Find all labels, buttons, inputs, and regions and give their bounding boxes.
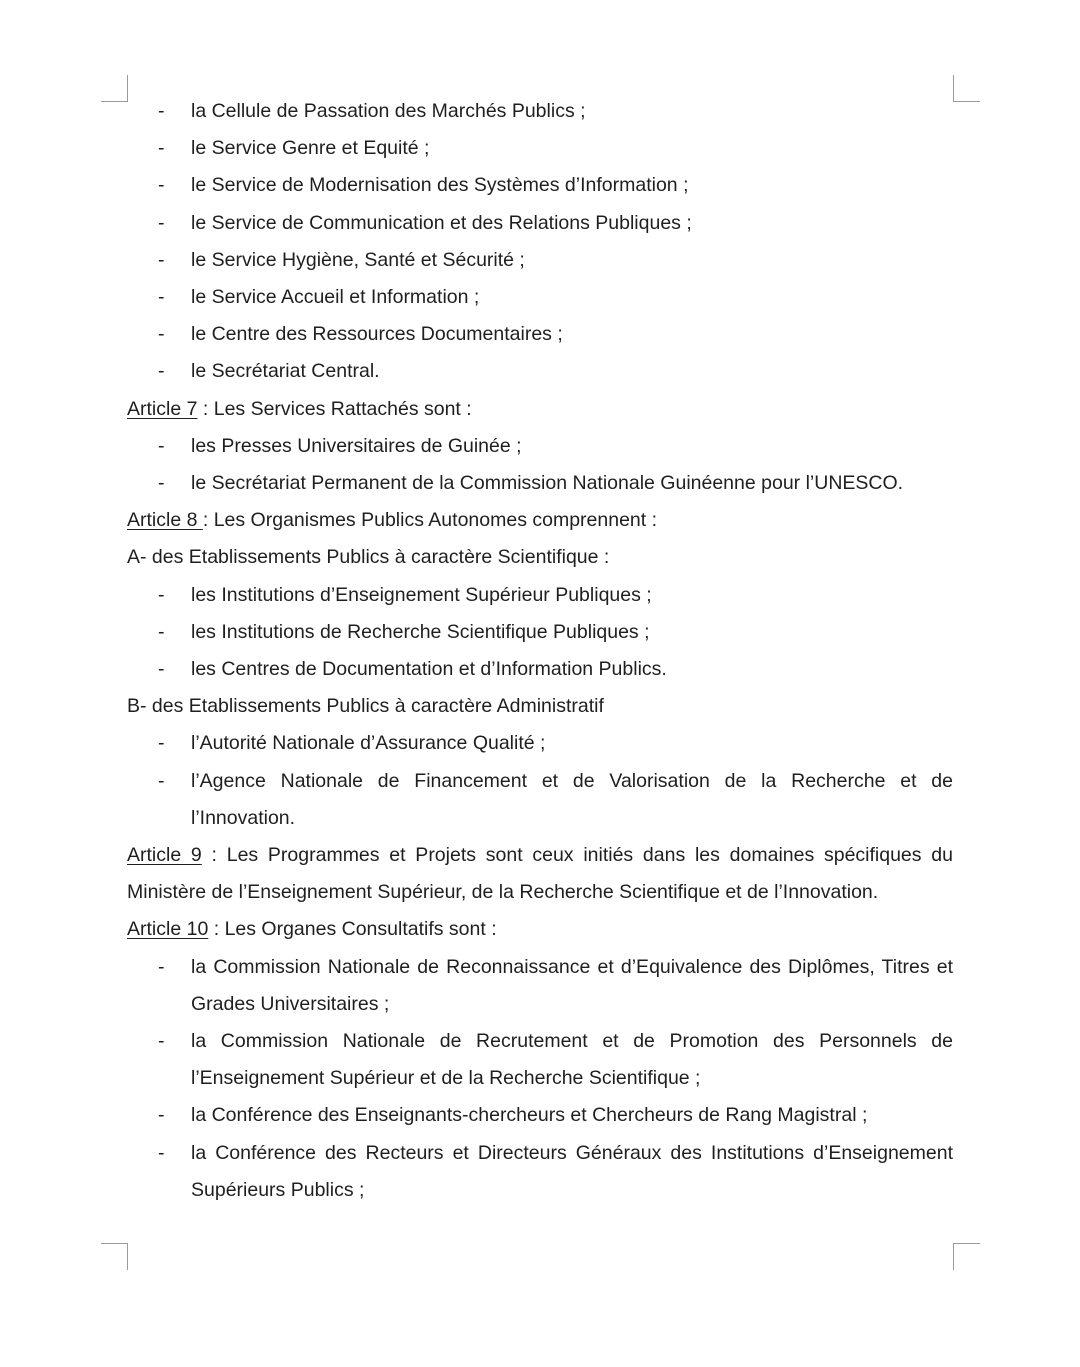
article-9-paragraph — [127, 837, 953, 911]
article-8-separator: : — [202, 509, 214, 532]
list-item-text: la Commission Nationale de Recrutement et de Promotion des Personnels de l’Enseignement Supérieur et de la Recherche Scientifique ; — [191, 1030, 953, 1090]
list-item-text: la Cellule de Passation des Marchés Publics ; — [191, 100, 586, 122]
list-item — [127, 614, 953, 651]
section-a-letter: A — [127, 546, 141, 569]
list-item-text: le Service de Modernisation des Systèmes d’Information ; — [191, 174, 689, 197]
list-dash: - — [158, 1030, 165, 1053]
list-item — [127, 353, 953, 390]
article-8-text: Les Organismes Publics Autonomes comprennent : — [213, 509, 658, 532]
list-item — [127, 93, 953, 130]
list-item — [127, 949, 953, 1023]
list-item-text: le Service Genre et Equité ; — [191, 137, 430, 160]
list-item — [127, 465, 953, 502]
list-dash: - — [158, 769, 165, 792]
article-7-label: Article 7 — [127, 397, 198, 420]
list-dash: - — [158, 248, 165, 271]
section-b-text: - des Etablissements Publics à caractère Administratif — [140, 695, 604, 718]
list-dash: - — [158, 174, 165, 197]
list-dash: - — [158, 583, 165, 606]
article-10-separator: : — [208, 918, 225, 941]
list-item — [127, 167, 953, 204]
list-item-text: les Institutions d’Enseignement Supérieur Publiques ; — [191, 583, 652, 606]
list-item-text: le Centre des Ressources Documentaires ; — [191, 323, 563, 346]
list-item — [127, 577, 953, 614]
list-item — [127, 1135, 953, 1209]
article-9-separator: : — [201, 844, 227, 867]
section-b-heading — [127, 688, 953, 725]
list-item — [127, 205, 953, 242]
list-dash: - — [158, 472, 165, 495]
section-b-letter: B — [127, 695, 141, 718]
list-item — [127, 130, 953, 167]
list-dash: - — [158, 1104, 165, 1127]
list-item — [127, 763, 953, 837]
list-item-text: l’Agence Nationale de Financement et de Valorisation de la Recherche et de l’Innovation. — [191, 769, 953, 829]
list-item — [127, 428, 953, 465]
list-dash: - — [158, 360, 165, 383]
list-dash: - — [158, 1141, 165, 1164]
article-10-heading — [127, 911, 953, 948]
article-10-text: Les Organes Consultatifs sont : — [224, 918, 497, 941]
list-item-text: le Service de Communication et des Relations Publiques ; — [191, 211, 692, 234]
list-dash: - — [158, 434, 165, 457]
list-dash: - — [158, 955, 165, 978]
page-corner-mark-top-right — [953, 75, 980, 102]
list-dash: - — [158, 732, 165, 755]
document-body — [127, 93, 953, 1209]
page-corner-mark-bottom-right — [953, 1243, 980, 1270]
list-item-text: l’Autorité Nationale d’Assurance Qualité ; — [191, 732, 546, 755]
list-item — [127, 1023, 953, 1097]
article-7-separator: : — [197, 397, 214, 420]
list-item-text: le Secrétariat Central. — [191, 360, 380, 383]
article-8-label: Article 8 — [127, 509, 203, 532]
list-item — [127, 725, 953, 762]
article-10-label: Article 10 — [127, 918, 209, 941]
list-item — [127, 279, 953, 316]
list-dash: - — [158, 286, 165, 309]
article-7-heading — [127, 391, 953, 428]
list-item-text: le Service Hygiène, Santé et Sécurité ; — [191, 248, 525, 271]
list-dash: - — [158, 100, 165, 122]
page-corner-mark-bottom-left — [101, 1243, 128, 1270]
section-a-text: - des Etablissements Publics à caractère Scientifique : — [140, 546, 610, 569]
list-item-text: la Conférence des Enseignants-chercheurs et Chercheurs de Rang Magistral ; — [191, 1104, 868, 1127]
article-8-heading — [127, 502, 953, 539]
list-item-text: les Institutions de Recherche Scientifique Publiques ; — [191, 620, 650, 643]
list-dash: - — [158, 620, 165, 643]
list-item-text: la Commission Nationale de Reconnaissance et d’Equivalence des Diplômes, Titres et Grades Universitaires ; — [191, 955, 953, 1015]
list-item — [127, 1097, 953, 1134]
article-7-text: Les Services Rattachés sont : — [213, 397, 472, 420]
article-9-text: Les Programmes et Projets sont ceux initiés dans les domaines spécifiques du Ministère de l’Enseignement Supérieur, de la Recherche Scientifique et de l’Innovation. — [127, 844, 953, 904]
list-dash: - — [158, 658, 165, 681]
list-item-text: les Presses Universitaires de Guinée ; — [191, 434, 522, 457]
list-item-text: le Secrétariat Permanent de la Commission Nationale Guinéenne pour l’UNESCO. — [191, 472, 904, 495]
list-item — [127, 242, 953, 279]
list-dash: - — [158, 323, 165, 346]
list-dash: - — [158, 137, 165, 160]
list-dash: - — [158, 211, 165, 234]
list-item-text: les Centres de Documentation et d’Information Publics. — [191, 658, 667, 681]
list-item-text: le Service Accueil et Information ; — [191, 286, 480, 309]
list-item-text: la Conférence des Recteurs et Directeurs Généraux des Institutions d’Enseignement Supérieurs Publics ; — [191, 1141, 953, 1201]
list-item — [127, 651, 953, 688]
article-9-label: Article 9 — [127, 844, 202, 867]
list-item — [127, 316, 953, 353]
page-corner-mark-top-left — [101, 75, 128, 102]
section-a-heading — [127, 539, 953, 576]
